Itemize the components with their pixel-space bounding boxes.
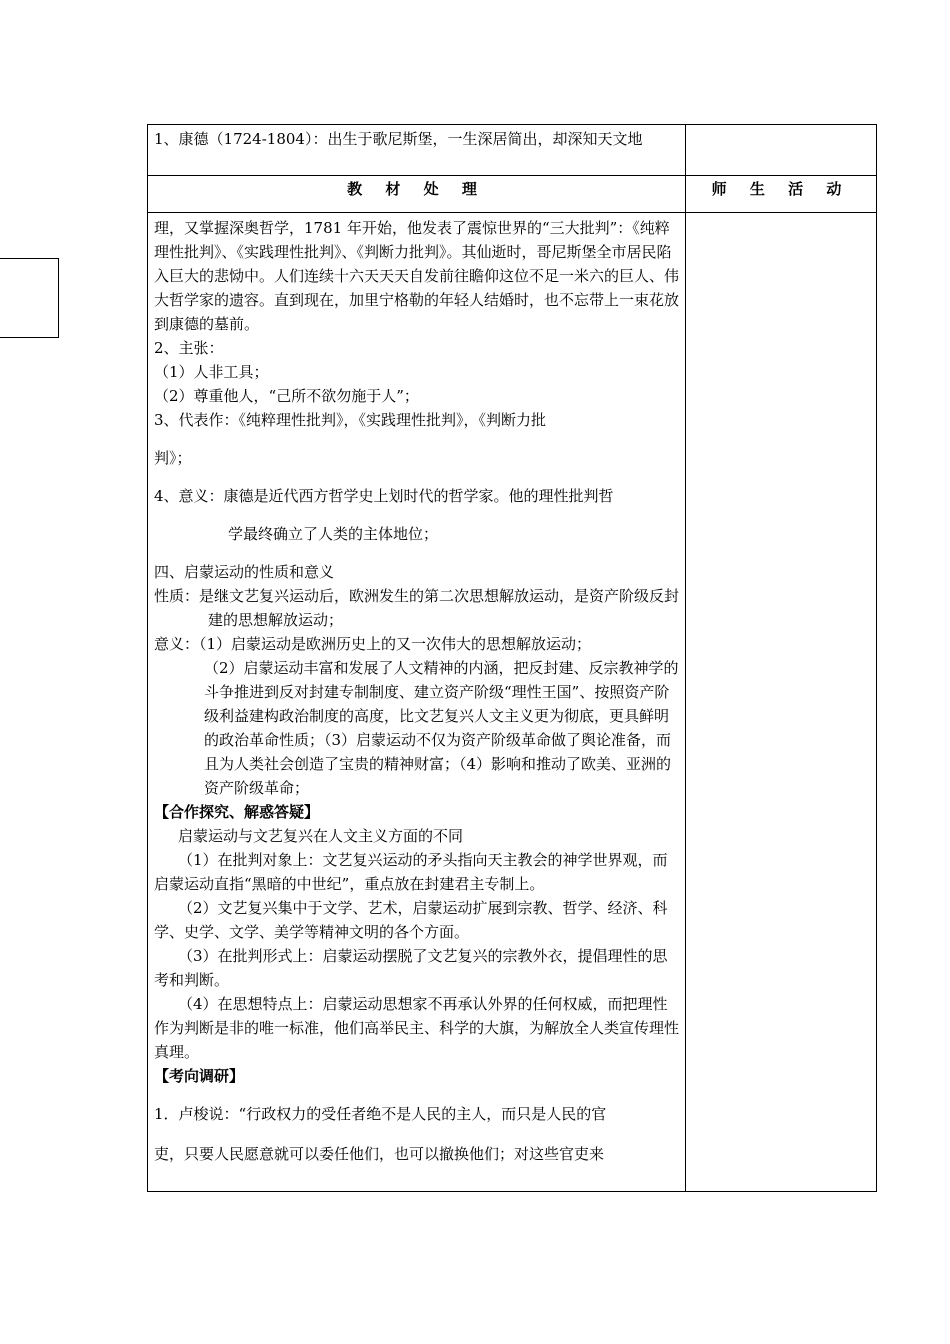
lesson-table [147, 124, 877, 1192]
top-row-text: 1、康德（1724-1804）：出生于歌尼斯堡，一生深居简出，却深知天文地 [154, 130, 643, 148]
paragraph-comparison-2: （2）文艺复兴集中于文学、艺术，启蒙运动扩展到宗教、哲学、经济、科学、史学、文学、美学等精神文明的各个方面。 [154, 899, 668, 941]
heading-cooperative-inquiry: 【合作探究、解惑答疑】 [154, 803, 320, 821]
top-activity-cell [686, 125, 877, 176]
paragraph-works-cont: 判》； [154, 449, 192, 467]
paragraph-comparison-3: （3）在批判形式上：启蒙运动摆脱了文艺复兴的宗教外衣，提倡理性的思考和判断。 [154, 947, 668, 989]
paragraph-nature: 性质：是继文艺复兴运动后，欧洲发生的第二次思想解放运动，是资产阶级反封建的思想解放运动； [154, 587, 680, 629]
paragraph-meaning-1: 意义：（1）启蒙运动是欧洲历史上的又一次伟大的思想解放运动； [154, 635, 592, 653]
section-heading-enlightenment: 四、启蒙运动的性质和意义 [154, 563, 335, 581]
paragraph-comparison-title: 启蒙运动与文艺复兴在人文主义方面的不同 [178, 827, 464, 845]
heading-exam-research: 【考向调研】 [154, 1067, 245, 1085]
paragraph-claim-1: （1）人非工具； [154, 363, 269, 381]
paragraph-claim-2: （2）尊重他人，“己所不欲勿施于人”； [154, 387, 419, 405]
paragraph-comparison-1: （1）在批判对象上：文艺复兴运动的矛头指向天主教会的神学世界观，而启蒙运动直指“黑暗的中世纪”，重点放在封建君主专制上。 [154, 851, 668, 893]
header-material-processing: 教 材 处 理 [148, 176, 686, 213]
top-content-cell [148, 125, 686, 176]
header-teacher-student-activity: 师 生 活 动 [686, 176, 877, 213]
paragraph-question-1: 1．卢梭说：“行政权力的受任者绝不是人民的主人，而只是人民的官 [154, 1105, 607, 1123]
content-cell [148, 213, 686, 1192]
content-row [148, 213, 877, 1192]
paragraph-kant-intro: 理，又掌握深奥哲学，1781 年开始，他发表了震惊世界的“三大批判”：《纯粹理性批判》、《实践理性批判》、《判断力批判》。其仙逝时，哥尼斯堡全市居民陷入巨大的悲恸中。人们连续十六天天天自发前往瞻仰这位不足一米六的巨人、伟大哲学家的遗容。直到现在，加里宁格勒的年轻人结婚时，也不忘带上一束花放到康德的墓前。 [154, 219, 680, 333]
activity-cell [686, 213, 877, 1192]
paragraph-question-1-cont: 吏，只要人民愿意就可以委任他们，也可以撤换他们；对这些官吏来 [154, 1145, 605, 1163]
paragraph-works: 3、代表作：《纯粹理性批判》，《实践理性批判》，《判断力批 [154, 411, 547, 429]
top-row [148, 125, 877, 176]
header-row [148, 176, 877, 213]
margin-box [0, 258, 59, 338]
paragraph-meaning-2: （2）启蒙运动丰富和发展了人文精神的内涵，把反封建、反宗教神学的斗争推进到反对封建专制制度、建立资产阶级“理性王国”、按照资产阶级利益建构政治制度的高度，比文艺复兴人文主义更为彻底，更具鲜明的政治革命性质；（3）启蒙运动不仅为资产阶级革命做了舆论准备，而且为人类社会创造了宝贵的精神财富；（4）影响和推动了欧美、亚洲的资产阶级革命； [204, 659, 679, 797]
paragraph-claims-heading: 2、主张： [154, 339, 224, 357]
paragraph-significance-cont: 学最终确立了人类的主体地位； [228, 525, 439, 543]
paragraph-significance: 4、意义：康德是近代西方哲学史上划时代的哲学家。他的理性批判哲 [154, 487, 614, 505]
paragraph-comparison-4: （4）在思想特点上：启蒙运动思想家不再承认外界的任何权威，而把理性作为判断是非的唯一标准，他们高举民主、科学的大旗，为解放全人类宣传理性真理。 [154, 995, 680, 1061]
